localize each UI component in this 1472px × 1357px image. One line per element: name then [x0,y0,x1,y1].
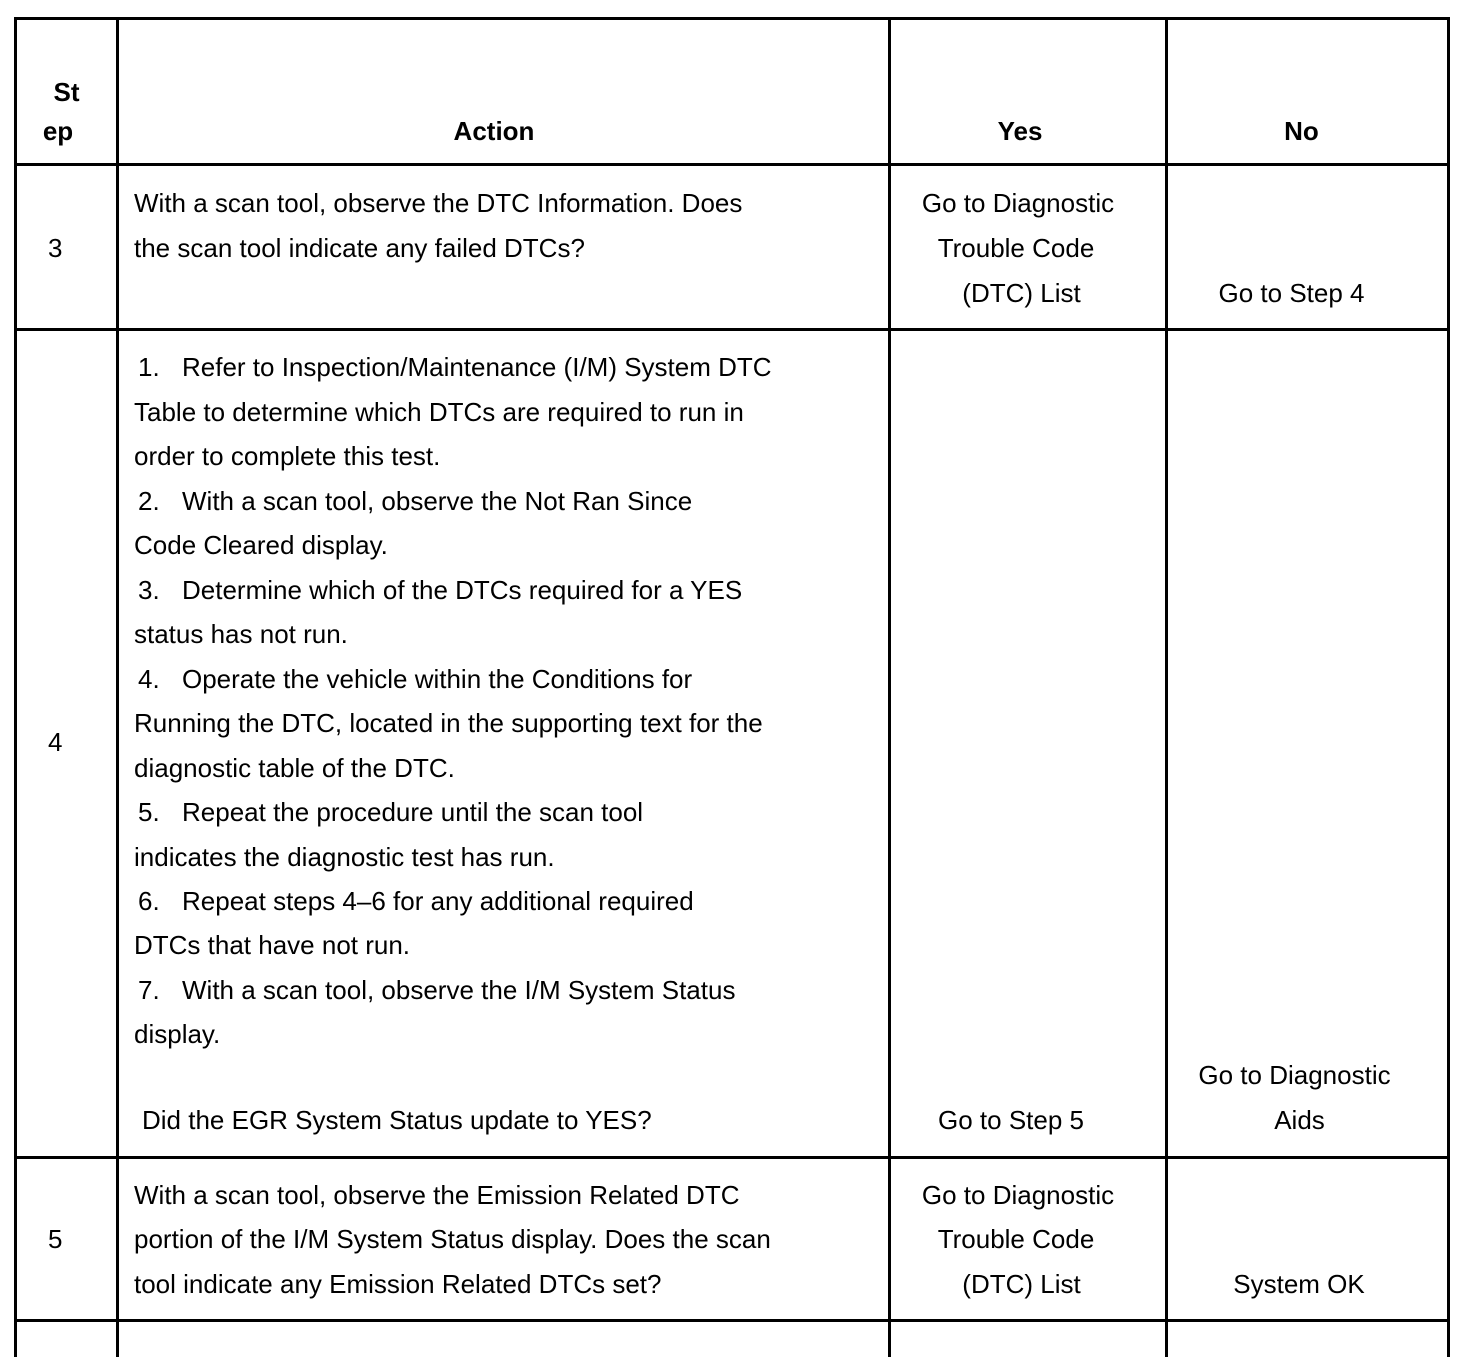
row-5-no-line-1: System OK [1233,1269,1365,1299]
row-4-item-3-line-1: Determine which of the DTCs required for a YES [182,575,743,605]
row-4-item-3-line-2: status has not run. [134,619,348,649]
row-5-yes-line-3: (DTC) List [962,1269,1081,1299]
row-4-item-2-number: 2. [138,486,160,516]
row-4-item-1-line-3: order to complete this test. [134,441,441,471]
row-3-no-line-1: Go to Step 4 [1218,278,1365,308]
row-4-yes-line-1: Go to Step 5 [938,1105,1084,1135]
row-4-item-7-number: 7. [138,975,160,1005]
row-4-item-2-line-1: With a scan tool, observe the Not Ran Since [182,486,693,516]
table-right-border [1447,17,1450,1357]
yes-column-divider [1165,17,1168,1357]
row-4-item-4-number: 4. [138,664,160,694]
row-4-item-2-line-2: Code Cleared display. [134,530,388,560]
row-5-action-line-3: tool indicate any Emission Related DTCs set? [134,1269,662,1299]
row-4-bottom-border [14,1156,1450,1159]
row-3-action-line-2: the scan tool indicate any failed DTCs? [134,233,585,263]
row-3-step: 3 [48,233,63,263]
row-4-item-1-line-2: Table to determine which DTCs are required to run in [134,397,744,427]
diagnostic-table [14,17,1450,1357]
table-top-border [14,17,1450,20]
row-4-item-6-number: 6. [138,886,160,916]
row-4-item-6-line-2: DTCs that have not run. [134,930,411,960]
row-3-bottom-border [14,328,1450,331]
row-4-item-5-line-2: indicates the diagnostic test has run. [134,842,555,872]
row-5-yes-line-1: Go to Diagnostic [921,1180,1115,1210]
row-4-item-4-line-2: Running the DTC, located in the supporting text for the [134,708,763,738]
row-5-step: 5 [48,1224,63,1254]
header-no: No [1284,116,1319,146]
row-4-item-1-line-1: Refer to Inspection/Maintenance (I/M) System DTC [182,352,772,382]
row-4-item-7-line-2: display. [134,1019,221,1049]
row-3-action-line-1: With a scan tool, observe the DTC Information. Does [134,188,743,218]
table-left-border [14,17,17,1357]
row-5-yes-line-2: Trouble Code [937,1224,1095,1254]
row-4-item-6-line-1: Repeat steps 4–6 for any additional required [182,886,694,916]
row-4-item-4-line-1: Operate the vehicle within the Conditions for [182,664,693,694]
row-4-question: Did the EGR System Status update to YES? [142,1105,652,1135]
row-4-item-5-line-1: Repeat the procedure until the scan tool [182,797,644,827]
header-action: Action [453,116,535,146]
row-4-item-7-line-1: With a scan tool, observe the I/M System Status [182,975,736,1005]
header-bottom-border [14,163,1450,166]
row-5-action-line-2: portion of the I/M System Status display. Does the scan [134,1224,771,1254]
row-3-yes-line-1: Go to Diagnostic [921,188,1115,218]
row-4-step: 4 [48,727,63,757]
row-5-action-line-1: With a scan tool, observe the Emission Related DTC [134,1180,740,1210]
row-4-item-3-number: 3. [138,575,160,605]
row-4-item-1-number: 1. [138,352,160,382]
row-4-no-line-1: Go to Diagnostic [1198,1060,1391,1090]
row-4-item-4-line-3: diagnostic table of the DTC. [134,753,455,783]
header-step-line-2: ep [42,116,74,146]
step-column-divider [116,17,119,1357]
header-yes: Yes [997,116,1043,146]
row-3-yes-line-2: Trouble Code [937,233,1095,263]
row-5-bottom-border [14,1319,1450,1322]
row-3-yes-line-3: (DTC) List [962,278,1081,308]
row-4-no-line-2: Aids [1274,1105,1325,1135]
row-4-item-5-number: 5. [138,797,160,827]
header-step-line-1: St [53,77,80,107]
